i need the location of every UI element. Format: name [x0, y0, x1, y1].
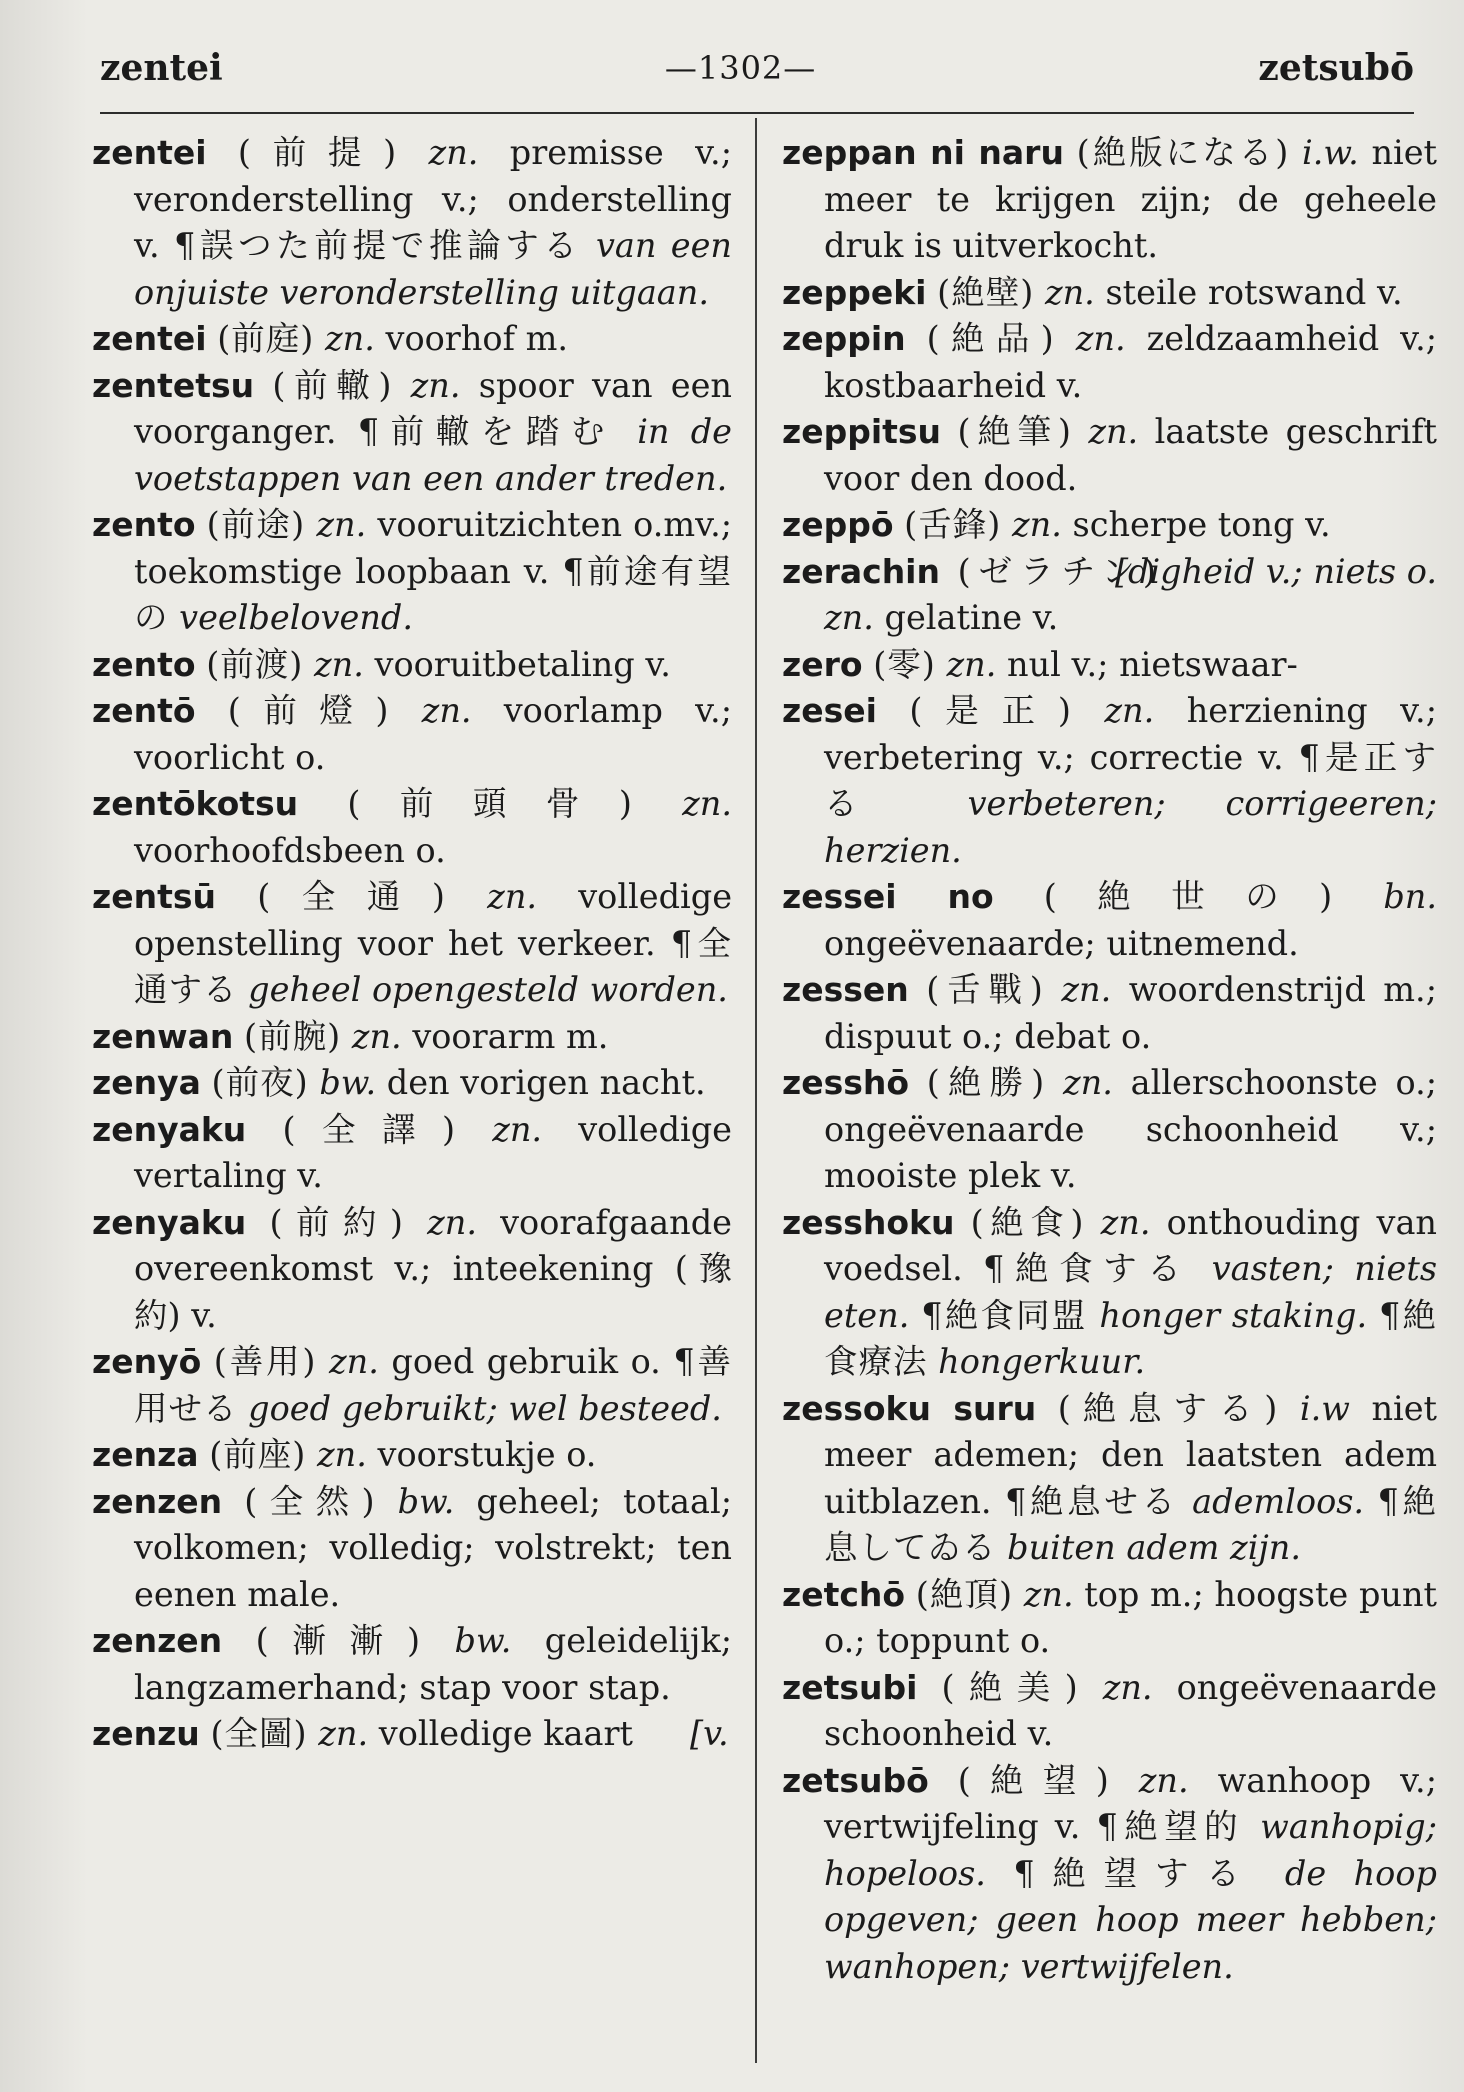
grammar-label: zn.: [1102, 1667, 1153, 1707]
headword: zenyō: [92, 1342, 202, 1381]
dictionary-entry: [92, 1014, 732, 1061]
dictionary-entry: [782, 1572, 1437, 1665]
kanji-form: (全圖): [210, 1714, 308, 1753]
kanji-form: (絶版になる): [1076, 133, 1290, 172]
example-japanese: ¶前轍を踏む: [357, 412, 616, 451]
definition: geheel; totaal; volkomen; volledig; volstrekt; ten eenen male.: [134, 1481, 732, 1614]
example-japanese: ¶絶食同盟: [921, 1295, 1088, 1335]
definition: niet meer ademen; den laatsten adem uitblazen.: [824, 1388, 1438, 1521]
grammar-label: zn.: [1044, 272, 1095, 312]
definition: woordenstrijd m.; dispuut o.; debat o.: [824, 970, 1437, 1056]
headword: zentōkotsu: [92, 784, 299, 823]
definition: ongeëvenaarde schoonheid v.: [824, 1667, 1437, 1753]
dictionary-entry: [782, 270, 1437, 317]
example-japanese: ¶善用せる: [134, 1342, 733, 1428]
dictionary-entry: [782, 642, 1437, 689]
headword: zerachin: [782, 551, 940, 591]
headword: zentei: [92, 133, 207, 172]
example-japanese: ¶絶食療法: [824, 1295, 1438, 1381]
kanji-form: (絶品): [926, 319, 1055, 358]
headword: zenwan: [92, 1016, 234, 1056]
grammar-label: i.w.: [1302, 133, 1359, 172]
example-translation: goed gebruikt; wel besteed.: [248, 1388, 722, 1428]
dictionary-entry: [92, 1107, 732, 1200]
definition: voorafgaande overeenkomst v.; inteekening (豫約) v.: [134, 1202, 732, 1335]
headword: zenyaku: [92, 1202, 247, 1242]
grammar-label: zn.: [487, 877, 538, 916]
grammar-label: zn.: [1100, 1202, 1151, 1242]
headword: zento: [92, 644, 196, 684]
headword: zetchō: [782, 1574, 906, 1614]
definition: vooruitzichten o.mv.; toekomstige loopbaan v.: [134, 505, 733, 591]
definition: volledige openstelling voor het verkeer.: [134, 877, 733, 963]
dictionary-entry: [92, 363, 732, 503]
kanji-form: (漸漸): [255, 1621, 422, 1660]
grammar-label: zn.: [1075, 319, 1126, 358]
header-rule: [100, 112, 1414, 114]
definition: voorstukje o.: [377, 1435, 597, 1474]
example-translation: de hoop opgeven; geen hoop meer hebben; wanhopen; vertwijfelen.: [824, 1853, 1437, 1986]
definition: ongeëvenaarde; uitnemend.: [824, 923, 1299, 963]
kanji-form: (絶美): [941, 1667, 1079, 1707]
dictionary-entry: [782, 1665, 1437, 1758]
dictionary-entry: [92, 1432, 732, 1479]
example-japanese: ¶誤つた前提で推論する: [173, 226, 582, 265]
kanji-form: (前頭骨): [347, 784, 633, 823]
headword: zeppin: [782, 319, 906, 358]
dictionary-entry: [782, 1758, 1437, 1991]
dictionary-entry: [782, 1200, 1437, 1386]
definition: vooruitbetaling v.: [374, 644, 671, 684]
headword: zenzu: [92, 1714, 200, 1753]
headword: zessei no: [782, 877, 994, 916]
definition: scherpe tong v.: [1072, 505, 1331, 544]
kanji-form: (絶世の): [1043, 877, 1334, 916]
example-translation: wanhopig; hopeloos.: [824, 1807, 1437, 1893]
definition: laatste geschrift voor den dood.: [824, 412, 1438, 498]
dictionary-entry: [92, 502, 732, 642]
dictionary-entry: [782, 1386, 1437, 1572]
kanji-form: (是正): [909, 691, 1072, 730]
kanji-form: (前提): [237, 133, 398, 172]
kanji-form: (前約): [269, 1202, 404, 1242]
headword: zentei: [92, 319, 207, 358]
definition: onthouding van voedsel.: [824, 1202, 1438, 1288]
kanji-form: (前途): [206, 505, 306, 544]
headword: zento: [92, 505, 196, 544]
grammar-label: zn.: [316, 505, 367, 544]
grammar-label: zn.: [1062, 1063, 1113, 1102]
definition: niet meer te krijgen zijn; de geheele druk is uitverkocht.: [824, 133, 1438, 265]
kanji-form: (全譯): [282, 1109, 457, 1149]
grammar-label: zn.: [427, 1202, 477, 1242]
headword: zessen: [782, 970, 909, 1009]
definition: volledige vertaling v.: [134, 1109, 732, 1195]
grammar-label: zn.: [1023, 1574, 1074, 1614]
grammar-label: zn.: [946, 644, 997, 684]
example-translation: veelbelovend.: [179, 598, 414, 637]
headword: zeppō: [782, 505, 894, 544]
definition: gelatine v.: [884, 598, 1059, 637]
dictionary-entry: [782, 502, 1437, 549]
dictionary-entry: [v. zenzu (全圖) zn. volledige kaart: [92, 1714, 729, 1753]
definition: spoor van een voorganger.: [134, 365, 732, 451]
example-translation: van een onjuiste veronderstelling uitgaan.: [134, 226, 732, 312]
dictionary-entry: [782, 316, 1437, 409]
example-japanese: ¶絶息せる: [1004, 1481, 1179, 1521]
dictionary-entry: [92, 688, 732, 781]
headword: zenya: [92, 1063, 201, 1102]
kanji-form: (零): [873, 644, 936, 684]
kanji-form: (前渡): [206, 644, 304, 684]
example-translation: buiten adem zijn.: [1007, 1528, 1302, 1567]
dictionary-entry: [782, 409, 1437, 502]
definition: voorhof m.: [385, 319, 569, 358]
kanji-form: (前轍): [272, 365, 393, 405]
dictionary-entry: [782, 688, 1437, 874]
definition: premisse v.; veronderstelling v.; onderstelling v.: [134, 133, 732, 265]
headword: zesshō: [782, 1063, 910, 1102]
dictionary-entry: [92, 1339, 732, 1432]
grammar-label: zn.: [410, 365, 461, 405]
continuation-note: [digheid v.; niets o.: [1114, 551, 1437, 591]
left-column: [92, 130, 732, 1758]
running-head: [100, 38, 1414, 98]
dictionary-entry: [92, 316, 732, 363]
grammar-label: zn.: [313, 644, 364, 684]
example-translation: in de voetstappen van een ander treden.: [134, 412, 732, 498]
definition: steile rotswand v.: [1105, 272, 1403, 312]
definition: geleidelijk; langzamerhand; stap voor stap.: [134, 1621, 732, 1707]
headword: zeppeki: [782, 272, 927, 312]
headword: zetsubi: [782, 1667, 918, 1707]
column-divider: [755, 118, 757, 2063]
grammar-label: bn.: [1383, 877, 1438, 916]
definition: voorhoofdsbeen o.: [134, 830, 446, 870]
kanji-form: (舌鋒): [904, 505, 1002, 544]
dictionary-entry: [92, 642, 732, 689]
grammar-label: zn.: [329, 1342, 379, 1381]
headword: zenzen: [92, 1621, 223, 1660]
grammar-label: zn.: [824, 598, 874, 637]
kanji-form: (前燈): [227, 691, 390, 730]
grammar-label: zn.: [1061, 970, 1112, 1009]
right-column: [782, 130, 1437, 1990]
grammar-label: zn.: [317, 1435, 367, 1474]
grammar-label: zn.: [325, 319, 375, 358]
guide-word-left: zentei: [100, 47, 223, 89]
example-japanese: ¶絶食する: [983, 1249, 1192, 1288]
grammar-label: zn.: [351, 1016, 402, 1056]
example-translation: geheel opengesteld worden.: [248, 970, 728, 1009]
dictionary-entry: [92, 1200, 732, 1340]
example-japanese: ¶絶望的: [1096, 1807, 1245, 1846]
definition: zeldzaamheid v.; kostbaarheid v.: [824, 319, 1438, 405]
page-number: —1302—: [664, 49, 817, 87]
grammar-label: zn.: [1011, 505, 1062, 544]
definition: allerschoonste o.; ongeëvenaarde schoonheid v.; mooiste plek v.: [824, 1063, 1438, 1195]
kanji-form: (全然): [244, 1481, 376, 1521]
kanji-form: (絶望): [957, 1760, 1110, 1800]
grammar-label: bw.: [397, 1481, 455, 1521]
definition: voorlamp v.; voorlicht o.: [134, 691, 732, 777]
example-japanese: ¶前途有望の: [134, 551, 732, 637]
grammar-label: zn.: [1104, 691, 1155, 730]
kanji-form: (前夜): [211, 1063, 309, 1102]
dictionary-entry: [782, 874, 1437, 967]
definition: wanhoop v.; vertwijfeling v.: [824, 1760, 1437, 1846]
dictionary-entry: [92, 1060, 732, 1107]
headword: zentetsu: [92, 365, 255, 405]
kanji-form: (舌戰): [926, 970, 1044, 1009]
dictionary-entry: [782, 967, 1437, 1060]
headword: zentsū: [92, 877, 216, 916]
definition: volledige kaart: [378, 1714, 633, 1753]
grammar-label: zn.: [492, 1109, 543, 1149]
grammar-label: bw.: [454, 1621, 512, 1660]
headword: zeppitsu: [782, 412, 942, 451]
dictionary-entry: [782, 130, 1437, 270]
grammar-label: zn.: [1138, 1760, 1189, 1800]
grammar-label: zn.: [428, 133, 479, 172]
kanji-form: (絶壁): [937, 272, 1035, 312]
kanji-form: (絶息する): [1057, 1388, 1279, 1428]
kanji-form: (前座): [209, 1435, 307, 1474]
headword: zesei: [782, 691, 877, 730]
grammar-label: bw.: [319, 1063, 377, 1102]
headword: zetsubō: [782, 1760, 929, 1800]
grammar-label: zn.: [682, 784, 732, 823]
definition: herziening v.; verbetering v.; correctie v.: [824, 691, 1437, 777]
example-translation: verbeteren; corrigeeren; herzien.: [824, 784, 1437, 870]
kanji-form: (絶勝): [926, 1063, 1046, 1102]
headword: zentō: [92, 691, 196, 730]
dictionary-entry: [92, 781, 732, 874]
headword: zenzen: [92, 1481, 223, 1521]
kanji-form: (前庭): [217, 319, 315, 358]
example-japanese: ¶絶望する: [1013, 1853, 1258, 1893]
kanji-form: (絶筆): [957, 412, 1072, 451]
guide-word-right: zetsubō: [1258, 47, 1414, 89]
headword: zeppan ni naru: [782, 133, 1064, 172]
example-translation: hongerkuur.: [938, 1342, 1146, 1381]
example-translation: honger staking.: [1099, 1295, 1368, 1335]
headword: zenyaku: [92, 1109, 247, 1149]
dictionary-entry: [92, 1479, 732, 1619]
definition: goed gebruik o.: [391, 1342, 661, 1381]
headword: zessoku suru: [782, 1388, 1037, 1428]
grammar-label: zn.: [421, 691, 472, 730]
definition: voorarm m.: [412, 1016, 609, 1056]
kanji-form: (善用): [213, 1342, 317, 1381]
dictionary-entry: [782, 1060, 1437, 1200]
definition: den vorigen nacht.: [386, 1063, 706, 1102]
grammar-label: zn.: [318, 1714, 369, 1753]
grammar-label: zn.: [1088, 412, 1139, 451]
kanji-form: (絶食): [970, 1202, 1085, 1242]
dictionary-entry: [782, 549, 1437, 642]
kanji-form: (前腕): [244, 1016, 342, 1056]
example-translation: vasten; niets eten.: [824, 1249, 1438, 1335]
headword: zero: [782, 644, 863, 684]
dictionary-entry: [92, 874, 732, 1014]
example-japanese: ¶是正する: [824, 737, 1437, 823]
example-japanese: ¶全通する: [134, 923, 732, 1009]
kanji-form: (絶頂): [915, 1574, 1014, 1614]
example-japanese: ¶絶息してゐる: [824, 1481, 1437, 1567]
headword: zesshoku: [782, 1202, 955, 1242]
definition: top m.; hoogste punt o.; toppunt o.: [824, 1574, 1437, 1660]
dictionary-entry: [92, 1618, 732, 1711]
headword: zenza: [92, 1435, 199, 1474]
kanji-form: (ゼラチン): [957, 551, 1157, 591]
dictionary-entry: [92, 130, 732, 316]
example-translation: ademloos.: [1192, 1481, 1365, 1521]
grammar-label: i.w: [1299, 1388, 1350, 1428]
definition: nul v.; nietswaar-: [1007, 644, 1298, 684]
kanji-form: (全通): [257, 877, 446, 916]
